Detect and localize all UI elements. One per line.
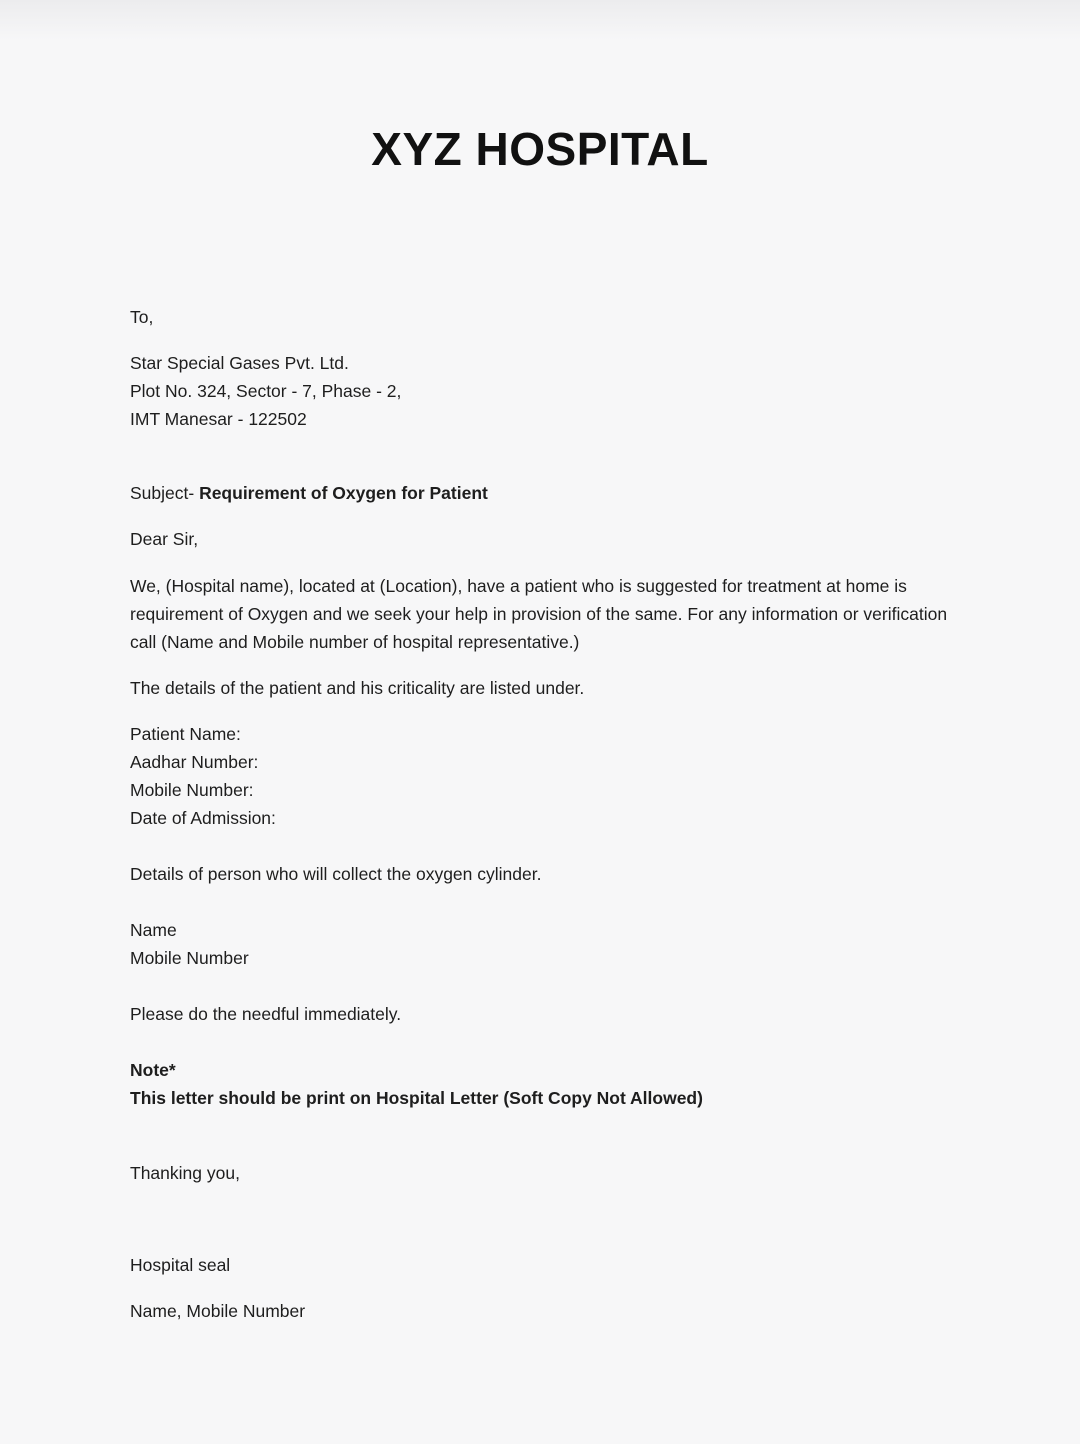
to-label: To, [130, 307, 154, 327]
aadhar-number-field: Aadhar Number: [130, 752, 259, 772]
recipient-name: Star Special Gases Pvt. Ltd. [130, 353, 349, 373]
details-intro: The details of the patient and his criticality are listed under. [130, 678, 585, 698]
mobile-number-field: Mobile Number: [130, 780, 254, 800]
recipient-address-line1: Plot No. 324, Sector - 7, Phase - 2, [130, 381, 402, 401]
note-label: Note* [130, 1060, 176, 1080]
body-paragraph: We, (Hospital name), located at (Location), have a patient who is suggested for treatment at home is requirement of Oxygen and we seek your help in provision of the same. For any information or verification call (Name and Mobile number of hospital representative.) [130, 576, 948, 652]
collector-intro: Details of person who will collect the oxygen cylinder. [130, 864, 542, 884]
patient-name-field: Patient Name: [130, 724, 241, 744]
subject-label: Subject- [130, 483, 200, 503]
recipient-address-line2: IMT Manesar - 122502 [130, 409, 307, 429]
signature-line: Name, Mobile Number [130, 1301, 306, 1321]
hospital-title: XYZ HOSPITAL [371, 123, 709, 175]
closing: Thanking you, [130, 1163, 240, 1183]
collector-name-field: Name [130, 920, 177, 940]
request-line: Please do the needful immediately. [130, 1004, 402, 1024]
subject-text: Requirement of Oxygen for Patient [199, 483, 488, 503]
date-of-admission-field: Date of Admission: [130, 808, 276, 828]
collector-mobile-field: Mobile Number [130, 948, 249, 968]
hospital-seal: Hospital seal [130, 1255, 231, 1275]
note-text: This letter should be print on Hospital Letter (Soft Copy Not Allowed) [130, 1088, 703, 1108]
subject-line [130, 479, 488, 507]
greeting: Dear Sir, [130, 529, 199, 549]
